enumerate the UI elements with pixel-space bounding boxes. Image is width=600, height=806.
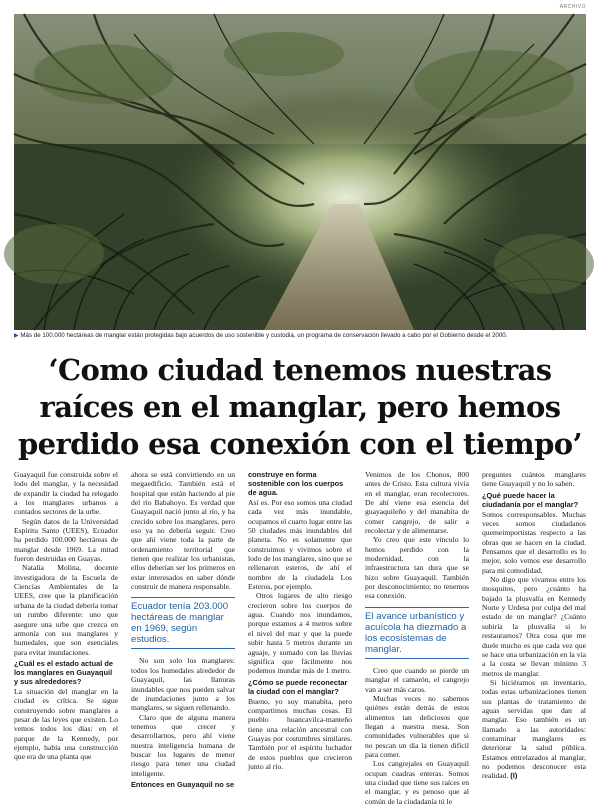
paragraph: Yo creo que este vínculo lo hemos perdido con la modernidad, con la infraestructura tan dura que se hizo sobre Guayaquil. También por desconocimiento; no tenemos esa conexión. [365,535,469,601]
paragraph: Otros lugares de alto riesgo crecieron sobre los cuerpos de agua. Cuando nos inundamos, porque estamos a 4 metros sobre el nivel del mar y que la puede subir hasta 5 metros durante un aguaje, y sumado con las lluvias significa que fácilmente nos podemos inundar más de 1 metro. [248,591,352,676]
pull-quote: El avance urbanístico y acuícola ha diezmado a los ecosistemas de manglar. [365,607,469,659]
caption-text: Más de 100.000 hectáreas de manglar están protegidas bajo acuerdos de uso sostenible y custodia, un programa de conservación llevado a cabo por el Gobierno desde el 2000. [20,332,508,339]
caption-marker-icon: ▶ [14,333,19,339]
article-column-5 [482,470,586,792]
paragraph: La situación del manglar en la ciudad es crítica. Se sigue construyendo sobre manglares a pesar de las leyes que existen. Lo vemos todos los días: en el parque de la Kennedy, por ejemplo, había una construcción que era de una planta que [14,686,118,762]
paragraph: Según datos de la Universidad Espíritu Santo (UEES), Ecuador ha perdido 100.000 hectáreas de manglar desde 1969. La mitad fueron destruidas en Guayas. [14,516,118,564]
interview-question: ¿Qué puede hacer la ciudadanía por el manglar? [482,490,579,509]
article-column-4 [365,470,469,806]
paragraph: Claro que de alguna manera tenemos que crecer y desarrollarnos, pero ahí viene nuestra inteligencia humana de buscar los lugares de menor riesgo para tener una ciudad inteligente. [131,712,235,778]
paragraph: preguntes cuántos manglares tiene Guayaquil y no lo saben. [482,470,586,489]
article-column-2 [131,470,235,792]
paragraph: Creo que cuando se pierde un manglar el camarón, el cangrejo van a ser más caros. [365,665,469,694]
article-column-1 [14,470,118,792]
paragraph: Natalia Molina, docente investigadora de la Escuela de Ciencias Ambientales de la UEES, cree que la planificación urbana de la ciudad debería tomar un rumbo diferente: uno que asegure una urbe que crezca en armonía con sus manglares y humedales, que son esenciales para evitar inundaciones. [14,563,118,657]
photo-caption [14,332,586,340]
paragraph: No son solo los manglares: todos los humedales alrededor de Guayaquil, las llanuras inundables que nos pueden salvar de inundaciones junto a los manglares, se siguen rellenando. [131,656,235,713]
interview-question: ¿Cuál es el estado actual de los manglares en Guayaquil y sus alrededores? [14,658,113,686]
paragraph: Somos corresponsables. Muchas veces somos ciudadanos quemeimportistas respecto a las obras que se hacen en la ciudad. Pensamos que el desarrollo es lo mejor, solo vemos ese desarrollo para mi comodidad. [482,509,586,575]
paragraph: Guayaquil fue construida sobre el lodo del manglar, y la necesidad de expandir la ciudad ha relegado a los manglares urbanos a contados sectores de la urbe. [14,470,118,517]
mangrove-photo [14,14,586,330]
interview-question: ¿Cómo se puede reconectar la ciudad con el manglar? [248,677,348,696]
paragraph: Muchas veces no sabemos quiénes están detrás de estos alimentos tan deliciosos que llegan a nuestra mesa. Son comunidades vulnerables que si no pescan un día la tienen difícil para comer. [365,693,469,759]
photo-credit: ARCHIVO [559,4,586,10]
article-end-mark: (I) [510,771,518,781]
paragraph: ahora se está convirtiendo en un megaedificio. También está el hospital que están haciendo al pie del río Babahoyo. Es verdad que Guayaquil nació junto al río, y ha crecido sobre los manglares, pero eso ya no debería seguir. Creo que ahí viene toda la parte de ordenamiento territorial que tienen que realizar los urbanistas, ellos deberían ser los primeros en estar interesados en saber dónde construir de manera responsable. [131,470,235,592]
pull-quote: Ecuador tenía 203.000 hectáreas de manglar en 1969, según estudios. [131,597,235,649]
paragraph-text: Si hiciéramos un inventario, todas estas urbanizaciones tienen sus plantas de tratamiento de aguas servidas que dan al manglar. Eso también es un llamado a las autoridades: contaminar manglares es deteriorar la salud pública. Estamos entrelazados al manglar, no podemos desconocer esta realidad. [482,677,586,781]
article-column-3 [248,470,352,792]
interview-question: construye en forma sostenible con los cuerpos de agua. [248,470,344,497]
interview-question: Entonces en Guayaquil no se [131,779,235,789]
paragraph: Los cangrejales en Guayaquil ocupan cuadras enteras. Somos una ciudad que tiene sus raíces en el manglar, y es penoso que al común de la ciudadanía tú le [365,759,469,806]
article-body [14,470,586,806]
paragraph [482,678,586,781]
paragraph: Así es. Por eso somos una ciudad cada vez más inundable, ocupamos el cuarto lugar entre las 50 ciudades más inundables del planeta. No es solamente que construimos y vivimos sobre el lodo de los manglares, sino que se rellenaron esteros, de ahí el nombre de la ciudadela Los Esteros, por ejemplo. [248,498,352,592]
headline: ‘Como ciudad tenemos nuestras raíces en el manglar, pero hemos perdido esa conexión con el tiempo’ [17,353,583,461]
paragraph: No digo que vivamos entre los mosquitos, pero ¿cuánto ha bajado la plusvalía en Kennedy Norte y Urdesa por culpa del mal estado de un manglar? ¿Cuánto subiría la plusvalía si lo restauramos? Otra cosa que me duele mucho es que cada vez que se hace una urbanización en la vía a la costa se llevan mínimo 3 metros de manglar. [482,575,586,678]
paragraph: Venimos de los Chonos, 800 antes de Cristo. Esta cultura vivía en el manglar, eran recolectores. De ahí viene esa esencia del guayaquileño y del manabita de comer cangrejo, de salir a recolectar y de alimentarse. [365,470,469,536]
paragraph: Bueno, yo soy manabita, pero compartimos muchas cosas. El pueblo huancavilca-manteño tiene una relación ancestral con Guayas por costumbres similares. También por el espíritu luchador de estos pueblos que crecieron junto al río. [248,696,352,771]
